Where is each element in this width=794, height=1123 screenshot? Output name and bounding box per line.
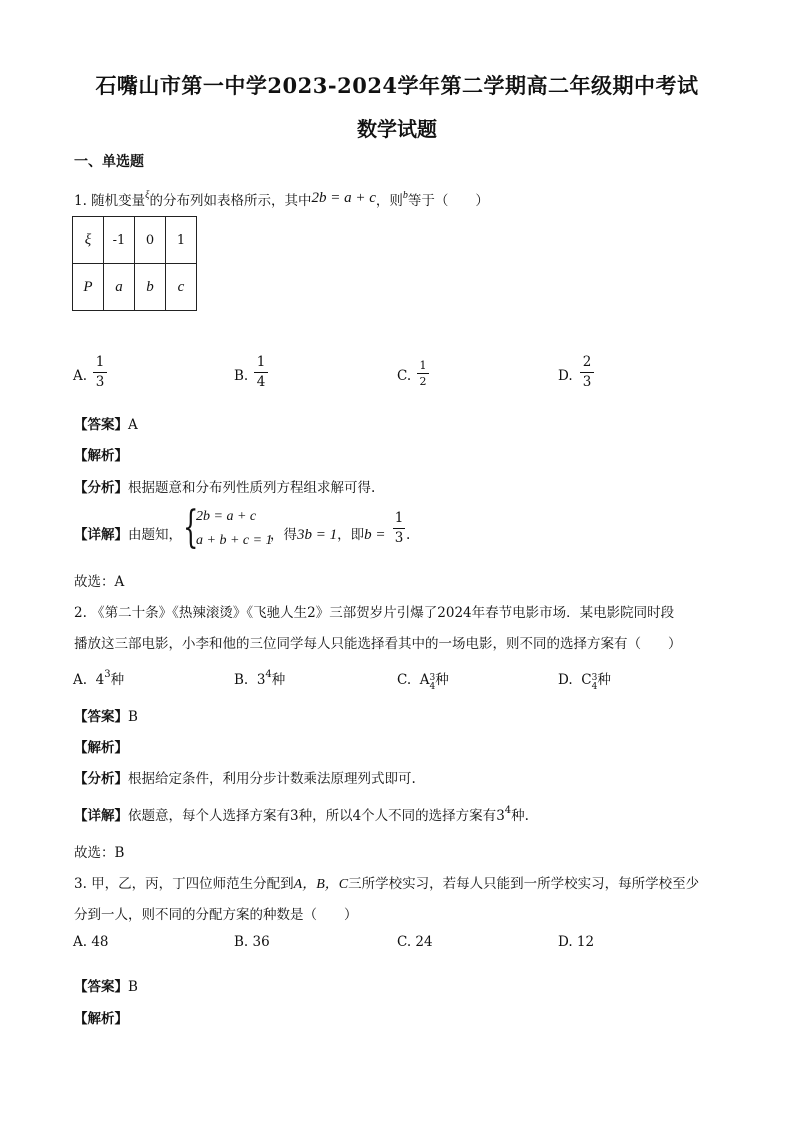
q1-detail-end: . <box>406 527 411 543</box>
question-2-line-2: 播放这三部电影，小李和他的三位同学每人只能选择看其中的一场电影，则不同的选择方案有（ ） <box>74 636 682 652</box>
q1-condition: 2b = a + c <box>311 190 376 206</box>
q3-option-c: C. 24 <box>397 934 433 950</box>
q1-choice: 故选：A <box>74 574 125 590</box>
numerator: 1 <box>95 354 105 370</box>
q3-option-a: A. 48 <box>73 934 109 950</box>
detail-head: 【详解】 <box>74 527 128 543</box>
detail-exp: 4 <box>504 805 512 816</box>
detail-mid2: ，即 <box>337 527 365 543</box>
answer-tag: 【答案】 <box>74 417 128 433</box>
table-row <box>73 264 197 311</box>
q3-answer <box>74 975 138 995</box>
q3-analysis-tag <box>74 1007 128 1027</box>
option-sub: 4 <box>591 682 598 692</box>
q1-option-b-label: B. <box>234 368 249 384</box>
option-unit: 种 <box>110 672 125 688</box>
section-heading: 一、单选题 <box>74 154 144 170</box>
option-base: 3 <box>256 672 266 688</box>
q1-option-c-fraction <box>417 360 429 387</box>
option-sup: 3 <box>591 673 598 683</box>
denominator: 3 <box>394 530 404 546</box>
numerator: 2 <box>582 354 592 370</box>
q1-option-b-fraction <box>254 355 268 390</box>
analysis-text: 根据给定条件，利用分步计数乘法原理列式即可. <box>128 771 416 787</box>
option-unit: 种 <box>435 672 449 688</box>
q3-option-b: B. 36 <box>234 934 270 950</box>
denominator: 2 <box>419 375 427 388</box>
analysis-tag: 【解析】 <box>74 448 128 464</box>
question-3-line-1 <box>74 872 699 893</box>
page-title: 石嘴山市第一中学2023-2024学年第二学期高二年级期中考试 <box>95 73 699 98</box>
option-sup: 3 <box>429 673 436 683</box>
question-3-line-2: 分到一人，则不同的分配方案的种数是（ ） <box>74 907 358 923</box>
table-cell: 0 <box>135 217 166 264</box>
q1-answer <box>74 413 138 433</box>
table-cell: -1 <box>104 217 135 264</box>
analysis-text: 根据题意和分布列性质列方程组求解可得. <box>128 480 376 496</box>
option-base: A <box>419 672 430 688</box>
analysis-tag: 【解析】 <box>74 740 128 756</box>
detail-text: 依题意，每个人选择方案有3种，所以4个人不同的选择方案有 <box>128 808 497 824</box>
option-base: 4 <box>95 672 105 688</box>
q1-option-c-label: C. <box>397 368 412 384</box>
q2-detail <box>74 804 529 824</box>
table-cell: c <box>166 264 197 311</box>
q3-line1: 3. 甲，乙，丙，丁四位师范生分配到 <box>74 876 294 892</box>
q1-var: ξ <box>145 190 150 201</box>
q3-option-d: D. 12 <box>558 934 595 950</box>
detail-end: 种. <box>511 808 529 824</box>
option-sub: 4 <box>429 682 436 692</box>
table-cell: ξ <box>73 217 104 264</box>
detail-eq: 3b = 1 <box>297 527 338 543</box>
q3-vars: A，B，C <box>293 877 349 892</box>
q2-choice: 故选：B <box>74 845 125 861</box>
option-exp: 3 <box>104 669 111 680</box>
system-brace: { <box>183 502 199 553</box>
q1-suffix: 等于（ ） <box>407 193 489 209</box>
denominator: 3 <box>582 374 592 390</box>
detail-pre: 由题知， <box>128 527 182 543</box>
detail-base: 3 <box>496 808 505 824</box>
table-cell: P <box>73 264 104 311</box>
question-1-stem <box>74 189 489 209</box>
numerator: 1 <box>394 510 404 526</box>
table-row <box>73 217 197 264</box>
q1-option-d-label: D. <box>558 368 573 384</box>
system-eq-2: a + b + c = 1 <box>196 533 273 548</box>
question-2-line-1: 2. 《第二十条》《热辣滚烫》《飞驰人生2》三部贺岁片引爆了2024年春节电影市场．某电影院同时段 <box>74 605 675 621</box>
q1-analysis <box>74 476 375 496</box>
answer-tag: 【答案】 <box>74 709 128 725</box>
q2-option-d <box>558 668 611 692</box>
denominator: 3 <box>95 374 105 390</box>
denominator: 4 <box>256 374 266 390</box>
option-unit: 种 <box>271 672 286 688</box>
q2-option-c <box>397 668 449 692</box>
q2-option-b <box>234 668 285 688</box>
system-eq-1: 2b = a + c <box>196 509 257 524</box>
q2-answer <box>74 705 138 725</box>
q1-b: b <box>402 190 408 201</box>
q2-analysis-tag <box>74 736 128 756</box>
option-unit: 种 <box>597 672 611 688</box>
answer-value: B <box>128 709 138 725</box>
q1-analysis-tag <box>74 444 128 464</box>
q1-detail-head <box>74 523 182 543</box>
numerator: 1 <box>419 359 427 372</box>
page-subtitle: 数学试题 <box>357 117 437 141</box>
table-cell: 1 <box>166 217 197 264</box>
option-label: D. <box>558 672 573 688</box>
detail-mid: ，得 <box>270 527 297 543</box>
q1-detail-fraction <box>393 511 405 546</box>
detail-head: 【详解】 <box>74 808 128 824</box>
analysis-head: 【分析】 <box>74 480 128 496</box>
option-base: C <box>581 672 592 688</box>
q1-option-a-fraction <box>93 355 107 390</box>
q1-prefix: 1. 随机变量 <box>74 193 146 209</box>
answer-value: A <box>128 417 138 433</box>
option-exp: 4 <box>265 669 272 680</box>
answer-value: B <box>128 979 138 995</box>
analysis-tag: 【解析】 <box>74 1011 128 1027</box>
q1-option-d-fraction <box>580 355 594 390</box>
option-label: B. <box>234 672 249 688</box>
option-label: C. <box>397 672 412 688</box>
detail-b: b = <box>364 527 386 543</box>
numerator: 1 <box>256 354 266 370</box>
q2-analysis <box>74 767 416 787</box>
q1-mid: 的分布列如表格所示，其中 <box>149 193 312 209</box>
q1-mid2: ，则 <box>375 193 403 209</box>
q1-detail-rest <box>270 523 386 544</box>
q1-option-a-label: A. <box>73 368 88 384</box>
option-label: A. <box>73 672 88 688</box>
q3-line1-rest: 三所学校实习，若每人只能到一所学校实习，每所学校至少 <box>348 876 700 892</box>
analysis-head: 【分析】 <box>74 771 128 787</box>
q2-option-a <box>73 668 124 688</box>
table-cell: b <box>135 264 166 311</box>
table-cell: a <box>104 264 135 311</box>
answer-tag: 【答案】 <box>74 979 128 995</box>
distribution-table <box>72 216 197 311</box>
